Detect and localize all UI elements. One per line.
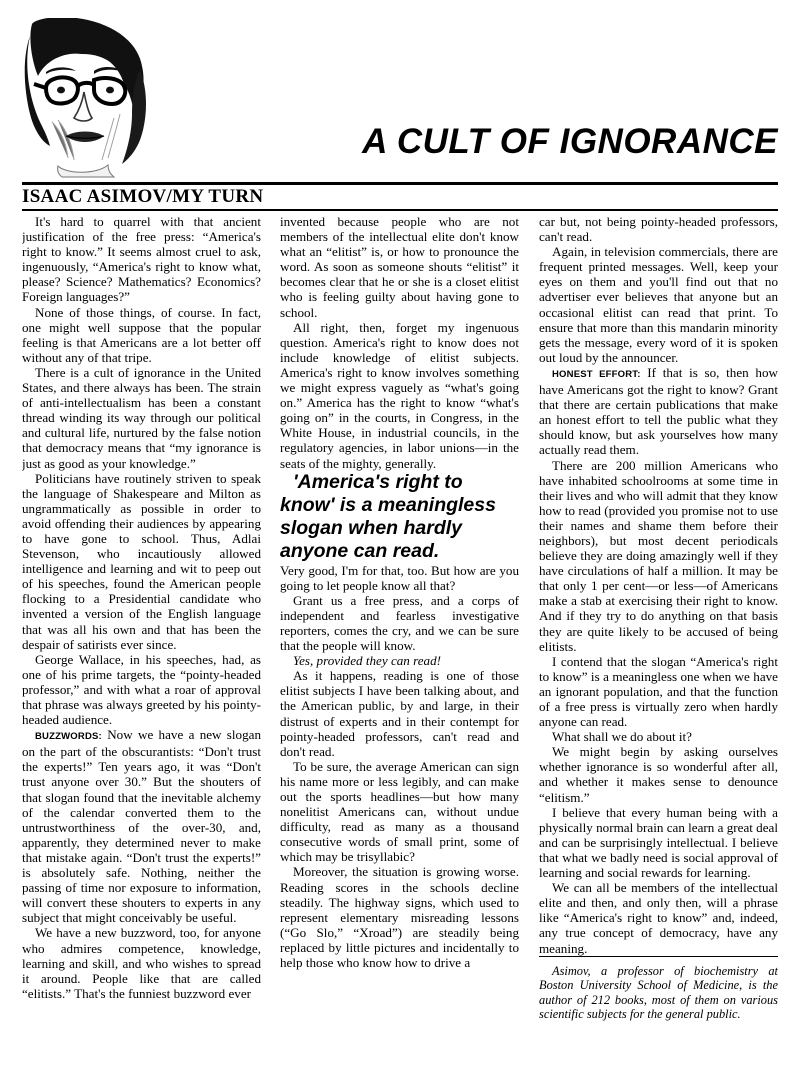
paragraph: All right, then, forget my ingenuous question. America's right to know does not include knowledge of elitist subjects. America's right to know involves something we might express vaguely as “what's going on.” America has the right to know “what's going on” in the courts, in Congress, in the White House, in industrial councils, in the regulatory agencies, in labor unions—in the seats of the mighty, generally. (280, 319, 519, 471)
portrait-illustration (22, 18, 170, 178)
paragraph-with-kicker (539, 365, 778, 458)
paragraph: Grant us a free press, and a corps of independent and fearless investigative reporters, comes the cry, and we can be sure that the people will know. (280, 592, 519, 654)
paragraph: Politicians have routinely striven to speak the language of Shakespeare and Milton as ungrammatically as possible in order to avoid offending their audiences by appearing to have gone to school. Thus, Adlai Stevenson, who incautiously allowed intelligence and learning and wit to peep out of his speeches, found the American people flocking to a Presidential candidate who invented a version of the English language that was all his own and that has been the despair of satirists ever since. (22, 470, 261, 652)
paragraph: car but, not being pointy-headed professors, can't read. (539, 214, 778, 245)
paragraph: Again, in television commercials, there are frequent printed messages. Well, keep your eyes on them and you'll find out that no advertiser ever believes that anyone but an occasional elitist can read that print. To ensure that more than this mandarin minority gets the message, every word of it is spoken out loud by the announcer. (539, 244, 778, 365)
column-2 (280, 214, 519, 1076)
column-3 (539, 214, 778, 1076)
paragraph: I believe that every human being with a physically normal brain can learn a great deal and can be surprisingly intellectual. I believe that what we badly need is social approval of learning and social rewards for learning. (539, 804, 778, 881)
paragraph: We have a new buzzword, too, for anyone who admires competence, knowledge, learning and skill, and who wishes to spread it around. People like that are called “elitists.” That's the funniest buzzword ever (22, 925, 261, 1001)
paragraph: It's hard to quarrel with that ancient justification of the free press: “America's right to know.” It seems almost cruel to ask, ingenuously, “America's right to know what, please? Science? Mathematics? Economics? Foreign languages?” (22, 214, 261, 305)
portrait-of-isaac-asimov (22, 18, 170, 178)
paragraph: None of those things, of course. In fact, one might well suppose that the popular feeling is that Americans are a lot better off without any of that tripe. (22, 304, 261, 365)
kicker-honest-effort: HONEST EFFORT: (552, 368, 641, 380)
paragraph: George Wallace, in his speeches, had, as one of his prime targets, the “pointy-headed professor,” and with what a roar of approval that phrase was always greeted by his pointy-headed audience. (22, 651, 261, 728)
paragraph: Moreover, the situation is growing worse. Reading scores in the schools decline steadily. The highway signs, which used to represent elementary misreading lessons (“Go Slo,” “Xroad”) are steadily being replaced by little pictures and incidentally to help those who know how to drive a (280, 864, 519, 971)
paragraph: To be sure, the average American can sign his name more or less legibly, and can make out the sports headlines—but how many nonelitist Americans can, without undue difficulty, read as many as a thousand consecutive words of small print, some of which may be trisyllabic? (280, 758, 519, 865)
pull-quote: 'America's right to know' is a meaningless slogan when hardly anyone can read. (280, 470, 496, 562)
paragraph: Very good, I'm for that, too. But how are you going to let people know all that? (280, 562, 519, 593)
paragraph: What shall we do about it? (552, 729, 692, 745)
byline: ISAAC ASIMOV/MY TURN (22, 186, 264, 207)
page-title: A CULT OF IGNORANCE (362, 122, 778, 161)
paragraph-italic: Yes, provided they can read! (293, 653, 442, 669)
paragraph: As it happens, reading is one of those elitist subjects I have been talking about, and the American public, by and large, in their distrust of experts and in their contempt for pointy-headed professors, can't read and don't read. (280, 668, 519, 759)
paragraph: There are 200 million Americans who have inhabited schoolrooms at some time in their lives and who will admit that they know how to read (provided you promise not to use their names and shame them before their neighbors), but most decent periodicals believe they are doing amazingly well if they have circulations of half a million. It may be that only 1 per cent—or less—of Americans make a stab at exercising their right to know. And if they try to do anything on that basis they are quite likely to be accused of being elitists. (539, 457, 778, 654)
paragraph: There is a cult of ignorance in the United States, and there always has been. The strain of anti-intellectualism has been a constant thread winding its way through our political and cultural life, nurtured by the false notion that democracy means that “my ignorance is just as good as your knowledge.” (22, 364, 261, 471)
paragraph: I contend that the slogan “America's right to know” is a meaningless one when we have an ignorant population, and that the function of a free press is virtually zero when hardly anyone can read. (539, 653, 778, 730)
divider-top (22, 182, 778, 185)
masthead (22, 18, 778, 188)
paragraph: We might begin by asking ourselves whether ignorance is so wonderful after all, and whether it makes sense to denounce “elitism.” (539, 744, 778, 805)
column-1 (22, 214, 261, 1076)
kicker-buzzwords: BUZZWORDS: (35, 731, 102, 743)
divider-bottom (22, 209, 778, 211)
paragraph: invented because people who are not members of the intellectual elite don't know what an “elitist” is, or how to pronounce the word. As soon as someone shouts “elitist” it becomes clear that he or she is a closet elitist who is feeling guilty about having gone to school. (280, 214, 519, 320)
article-body (22, 214, 778, 1076)
paragraph-text: Now we have a new slogan on the part of the obscurantists: “Don't trust the experts!” Ten years ago, it was “Don't trust anyone over 30.” But the shouters of that slogan found that the inevitable alchemy of the calendar converted them to the untrustworthiness of the over-30, and, apparently, they determined never to make that mistake again. “Don't trust the experts!” is absolutely safe. Nothing, neither the passing of time nor exposure to information, will convert these shouters to experts in any subject that might conceivably be useful. (22, 727, 261, 926)
paragraph: We can all be members of the intellectual elite and then, and only then, will a phrase like “America's right to know” and, indeed, any true concept of democracy, have any meaning. (539, 880, 778, 956)
paragraph-text: If that is so, then how have Americans got the right to know? Grant that there are certain publications that make an honest effort to tell the public what they should know, but ask yourselves how many actually read them. (539, 364, 778, 458)
author-credit: Asimov, a professor of biochemistry at Boston University School of Medicine, is the author of 212 books, most of them on various scientific subjects for the general public. (539, 956, 778, 1022)
paragraph-with-kicker (22, 727, 261, 925)
